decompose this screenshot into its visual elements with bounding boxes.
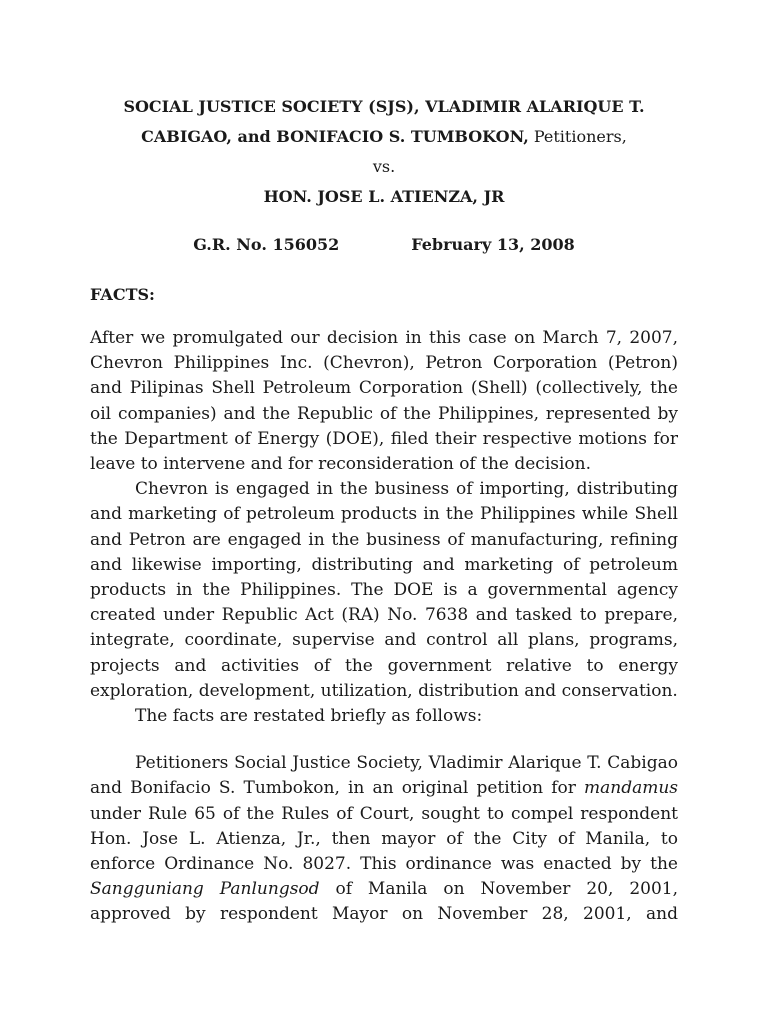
facts-heading: FACTS: xyxy=(90,285,155,304)
decision-date: February 13, 2008 xyxy=(411,235,575,254)
mandamus-term: mandamus xyxy=(583,778,678,799)
paragraph-4-part-e: of Manila on November 20, 2001, approved by respondent Mayor on November 28, 2001, and xyxy=(90,879,678,925)
case-reference xyxy=(90,230,678,260)
petitioners-label: Petitioners, xyxy=(533,127,627,146)
gr-number: G.R. No. 156052 xyxy=(193,235,340,254)
paragraph-3: The facts are restated briefly as follows: xyxy=(135,706,483,727)
paragraph-4-part-a: Petitioners Social Justice Society, Vladimir Alarique T. Cabigao and Bonifacio S. Tumbokon, in an original petition for xyxy=(90,753,678,799)
paragraph-2: Chevron is engaged in the business of importing, distributing and marketing of petroleum products in the Philippines while Shell and Petron are engaged in the business of manufacturing, refining and likewise importing, distributing and marketing of petroleum products in the Philippines. The DOE is a governmental agency created under Republic Act (RA) No. 7638 and tasked to prepare, integrate, coordinate, supervise and control all plans, programs, projects and activities of the government relative to energy exploration, development, utilization, distribution and conservation. xyxy=(90,479,678,701)
petitioners-names: SOCIAL JUSTICE SOCIETY (SJS), VLADIMIR ALARIQUE T. CABIGAO, and BONIFACIO S. TUMBOKON, xyxy=(123,97,645,146)
paragraph-4-part-c: under Rule 65 of the Rules of Court, sought to compel respondent Hon. Jose L. Atienza, Jr., then mayor of the City of Manila, to enforce Ordinance No. 8027. This ordinance was enacted by the xyxy=(90,803,678,875)
versus-line: vs. xyxy=(372,157,396,176)
sangguniang-panlungsod-term: Sangguniang Panlungsod xyxy=(90,879,320,900)
document-page xyxy=(90,92,678,928)
paragraph-4 xyxy=(90,751,678,927)
respondent-name: HON. JOSE L. ATIENZA, JR xyxy=(263,187,505,206)
paragraph-1: After we promulgated our decision in this case on March 7, 2007, Chevron Philippines Inc. (Chevron), Petron Corporation (Petron) and Pilipinas Shell Petroleum Corporation (Shell) (collectively, the oil companies) and the Republic of the Philippines, represented by the Department of Energy (DOE), filed their respective motions for leave to intervene and for reconsideration of the decision. xyxy=(90,328,678,475)
case-caption-parties xyxy=(90,92,678,152)
